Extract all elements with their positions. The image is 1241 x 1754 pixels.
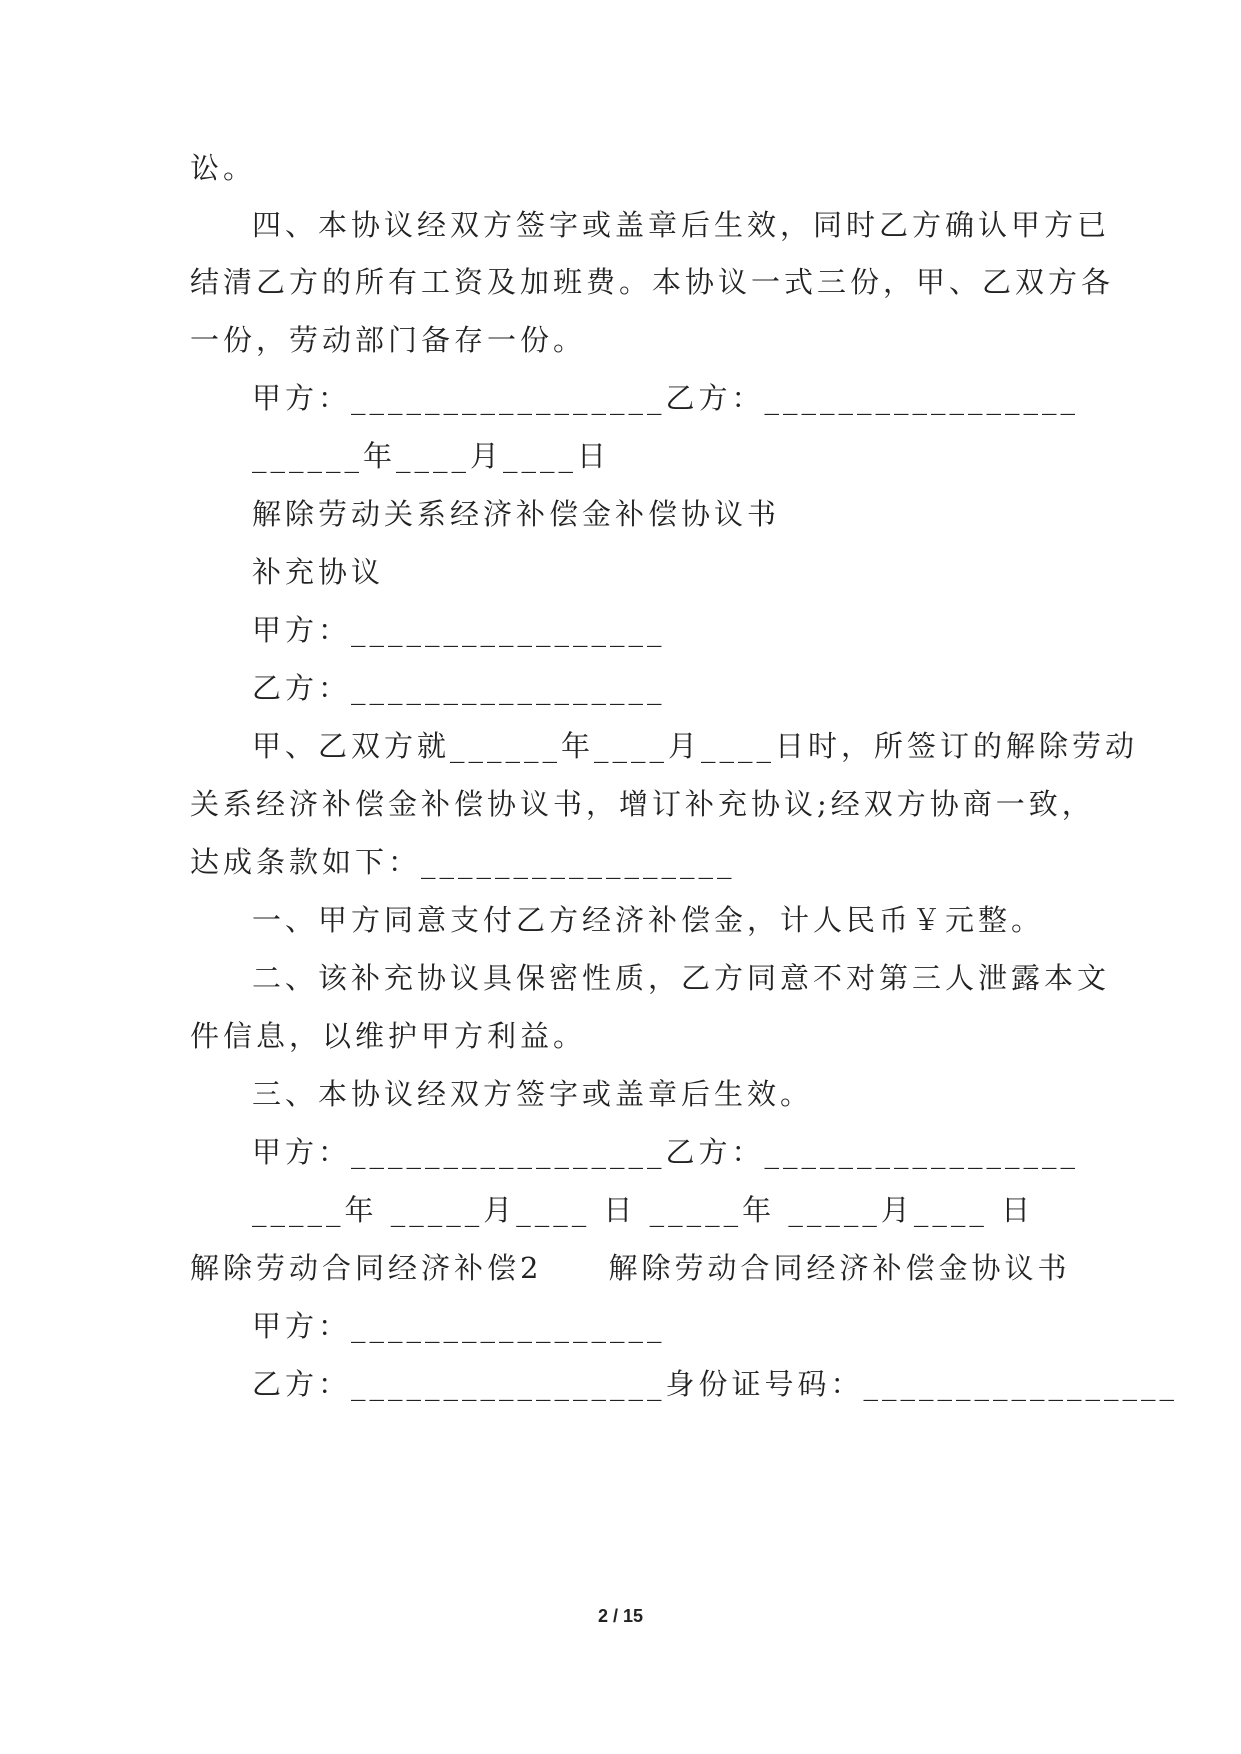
text-line: 达成条款如下：_________________ — [190, 845, 736, 879]
party-b-line: 乙方：_________________身份证号码：_________________ — [252, 1367, 1179, 1401]
text-line: 四、本协议经双方签字或盖章后生效，同时乙方确认甲方已 — [252, 208, 1111, 242]
text-line: 件信息，以维护甲方利益。 — [190, 1019, 587, 1053]
party-a-line: 甲方：_________________ — [252, 1309, 666, 1343]
text-line: 三、本协议经双方签字或盖章后生效。 — [252, 1077, 814, 1111]
section-title: 补充协议 — [252, 555, 385, 589]
date-line: ______年____月____日 — [252, 439, 611, 473]
signature-line: 甲方：_________________乙方：_________________ — [252, 381, 1080, 415]
section-title: 解除劳动关系经济补偿金补偿协议书 — [252, 497, 781, 531]
text-line: 结清乙方的所有工资及加班费。本协议一式三份，甲、乙双方各 — [190, 265, 1115, 299]
text-line: 二、该补充协议具保密性质，乙方同意不对第三人泄露本文 — [252, 961, 1111, 995]
section-title: 解除劳动合同经济补偿2 解除劳动合同经济补偿金协议书 — [190, 1251, 1071, 1285]
text-line: 讼。 — [190, 151, 257, 185]
text-line: 一份，劳动部门备存一份。 — [190, 323, 587, 357]
text-line: 甲、乙双方就______年____月____日时，所签订的解除劳动 — [252, 729, 1139, 763]
party-b-line: 乙方：_________________ — [252, 671, 666, 705]
date-line: _____年 _____月____ 日 _____年 _____月____ 日 — [252, 1193, 1035, 1227]
signature-line: 甲方：_________________乙方：_________________ — [252, 1135, 1080, 1169]
page-indicator: 2 / 15 — [597, 1606, 644, 1626]
text-line: 一、甲方同意支付乙方经济补偿金，计人民币￥元整。 — [252, 903, 1045, 937]
text-line: 关系经济补偿金补偿协议书，增订补充协议;经双方协商一致， — [190, 787, 1095, 821]
party-a-line: 甲方：_________________ — [252, 613, 666, 647]
